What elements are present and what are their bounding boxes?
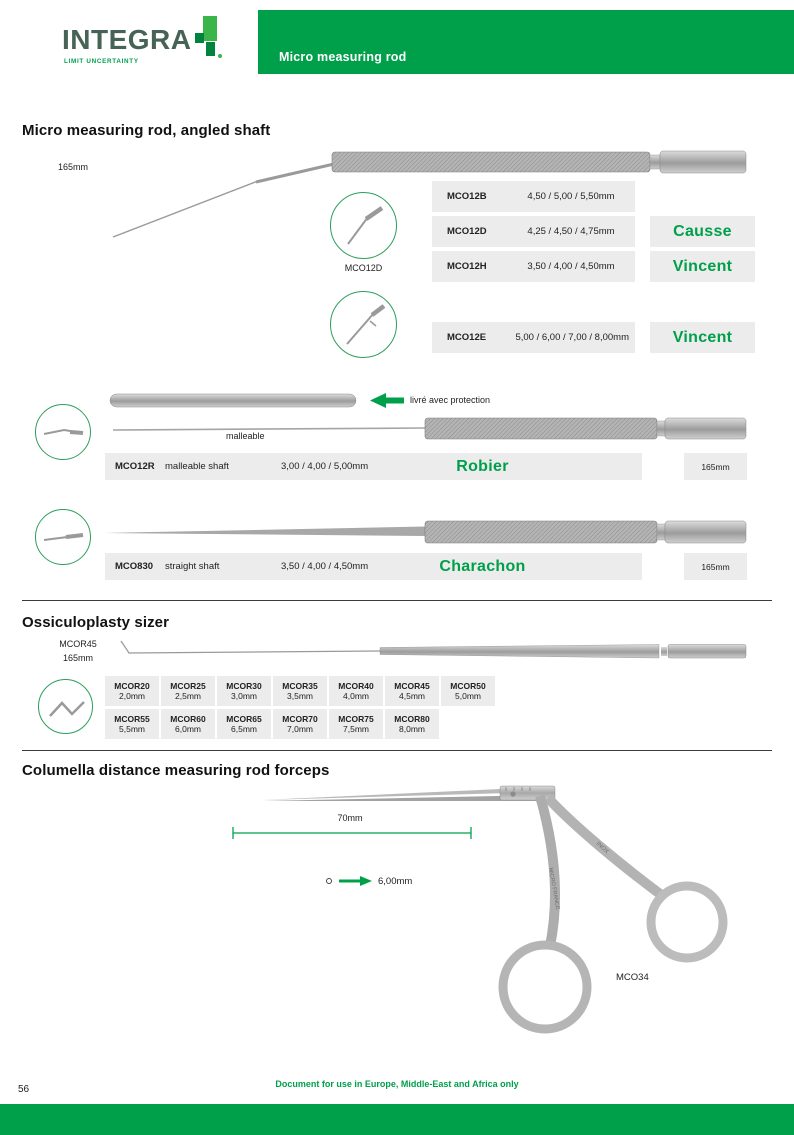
ossi-cell: MCOR75 7,5mm (329, 709, 383, 739)
product-code: MCO12B (447, 191, 487, 202)
product-sizes: 3,50 / 4,00 / 4,50mm (527, 261, 615, 272)
surgeon-name: Vincent (672, 328, 733, 346)
ossi-cell: MCOR25 2,5mm (161, 676, 215, 706)
ossi-cell: MCOR55 5,5mm (105, 709, 159, 739)
detail-caption: MCO12D (344, 263, 383, 273)
shaft-type: malleable shaft (165, 461, 229, 472)
ossi-cell: MCOR35 3,5mm (273, 676, 327, 706)
product-sizes: 3,50 / 4,00 / 4,50mm (281, 561, 369, 572)
section-divider (22, 600, 772, 601)
straight-rod-photo (0, 508, 794, 556)
product-code: MCO12D (447, 226, 487, 237)
product-row-mco12r (105, 453, 642, 480)
angled-length-label: 165mm (58, 162, 89, 172)
ossi-cell: MCOR60 6,0mm (161, 709, 215, 739)
forceps-engraving-inox: INOX (594, 841, 610, 856)
surgeon-name: Causse (673, 222, 732, 240)
section-title-columella: Columella distance measuring rod forceps (22, 762, 330, 779)
malleable-annotation: malleable (226, 431, 265, 441)
ossi-cell: MCOR20 2,0mm (105, 676, 159, 706)
ossi-cell: MCOR30 3,0mm (217, 676, 271, 706)
forceps-engraving-brand: MICRO FRANCE (547, 867, 561, 911)
product-row-mco12h (432, 251, 635, 282)
detail-circle-ossi (38, 679, 93, 734)
detail-circle-mco12e (330, 291, 397, 358)
surgeon-name-box (650, 322, 755, 353)
product-sizes: 5,00 / 6,00 / 7,00 / 8,00mm (515, 332, 629, 343)
tip-arrow-icon (338, 875, 374, 887)
product-row-mco830 (105, 553, 642, 580)
rod-detail-icon (334, 295, 394, 355)
surgeon-name: Charachon (439, 557, 526, 575)
length-box: 165mm (684, 453, 747, 480)
footer-note: Document for use in Europe, Middle-East and Africa only (275, 1079, 519, 1089)
detail-circle-mco12d (330, 192, 397, 259)
ossiculoplasty-sizer-photo (0, 634, 794, 670)
length-box: 165mm (684, 553, 747, 580)
section-title-angled: Micro measuring rod, angled shaft (22, 122, 271, 139)
ossi-grid-row-2 (105, 709, 439, 739)
malleable-rod-photo (0, 386, 794, 452)
ossi-grid-row-1 (105, 676, 495, 706)
product-code: MCO12H (447, 261, 487, 272)
ossi-cell: MCOR70 7,0mm (273, 709, 327, 739)
section-title-ossiculoplasty: Ossiculoplasty sizer (22, 614, 170, 631)
surgeon-name: Robier (456, 457, 509, 475)
footer-bar (0, 1104, 794, 1135)
surgeon-name: Vincent (672, 257, 733, 275)
rod-detail-icon (334, 196, 394, 256)
tip-size-label: 6,00mm (378, 876, 413, 887)
protection-arrow-icon (370, 393, 404, 408)
forceps-code-label: MCO34 (616, 972, 649, 983)
page-number: 56 (18, 1084, 30, 1095)
header-bar (258, 10, 794, 74)
brand-wordmark: INTEGRA (62, 24, 192, 55)
page-header-title: Micro measuring rod (279, 50, 407, 64)
product-code: MCO12E (447, 332, 487, 343)
product-sizes: 3,00 / 4,00 / 5,00mm (281, 461, 369, 472)
surgeon-name-box (650, 216, 755, 247)
measure-line-70mm (230, 826, 474, 840)
integra-logo-icon (194, 16, 224, 62)
tip-circle-icon (326, 878, 332, 884)
rod-detail-icon (42, 683, 90, 731)
product-row-mco12d (432, 216, 635, 247)
protection-annotation: livré avec protection (410, 395, 491, 405)
surgeon-name-box (650, 251, 755, 282)
ossi-cell: MCOR45 4,5mm (385, 676, 439, 706)
ossi-cell: MCOR50 5,0mm (441, 676, 495, 706)
ossi-ref-code: MCOR45 (59, 639, 97, 649)
brand-tagline: LIMIT UNCERTAINTY (64, 58, 139, 65)
ossi-cell: MCOR80 8,0mm (385, 709, 439, 739)
ossi-cell: MCOR65 6,5mm (217, 709, 271, 739)
section-divider (22, 750, 772, 751)
ossi-ref-length: 165mm (62, 653, 93, 663)
ossi-cell: MCOR40 4,0mm (329, 676, 383, 706)
product-code: MCO12R (115, 461, 155, 472)
product-row-mco12b (432, 181, 635, 212)
product-row-mco12e (432, 322, 635, 353)
measure-label: 70mm (337, 813, 363, 823)
product-sizes: 4,25 / 4,50 / 4,75mm (527, 226, 615, 237)
integra-logo (62, 24, 192, 56)
forceps-photo (0, 782, 794, 1067)
product-sizes: 4,50 / 5,00 / 5,50mm (527, 191, 615, 202)
shaft-type: straight shaft (165, 561, 220, 572)
product-code: MCO830 (115, 561, 154, 572)
